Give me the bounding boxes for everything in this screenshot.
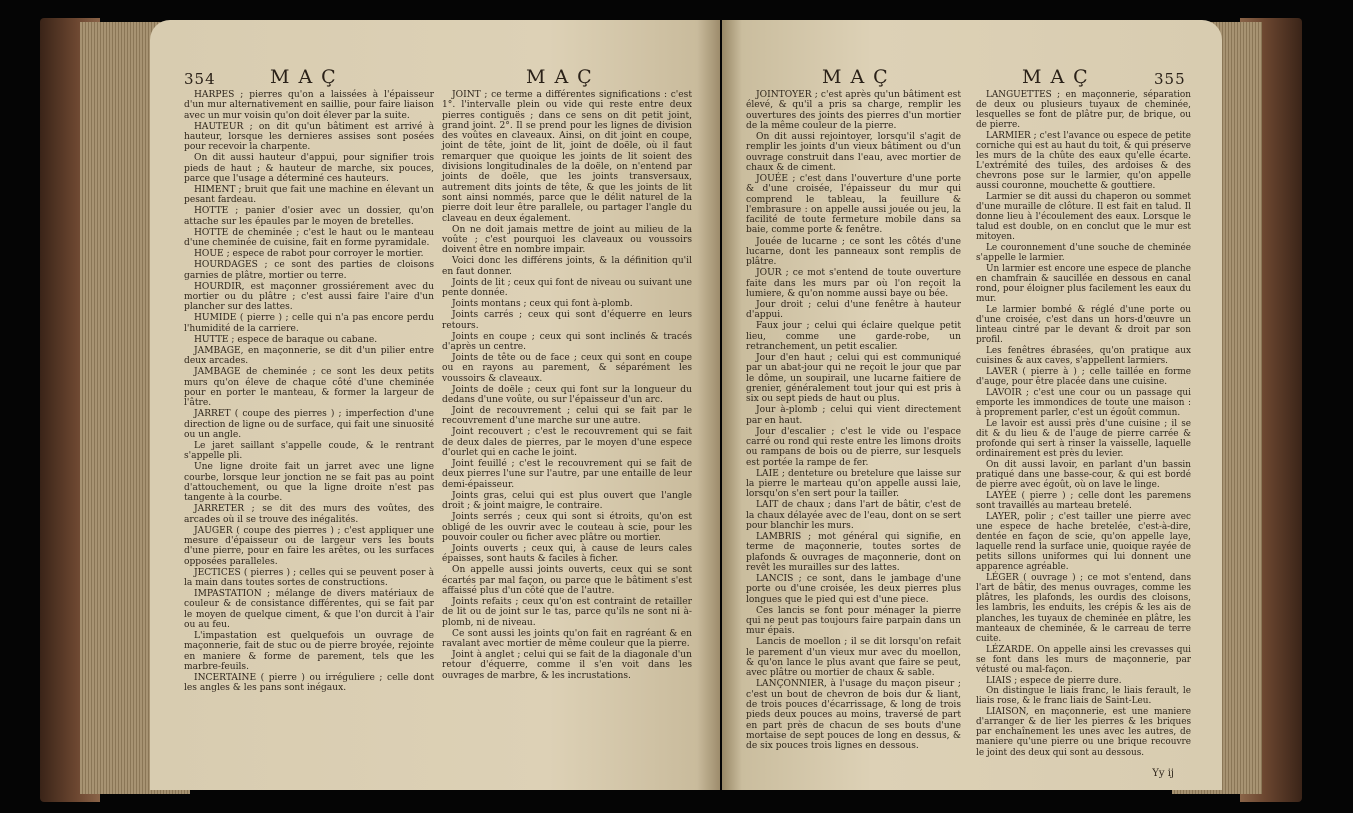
dictionary-entry: On dit aussi lavoir, en parlant d'un bassin pratiqué dans une basse-cour, & qui est bordé de pierre avec égoût, où on lave le linge.: [976, 460, 1191, 491]
dictionary-entry: Le larmier bombé & réglé d'une porte ou d'une croisée, c'est dans un hors-d'œuvre un linteau cintré par le devant & droit par son profil.: [976, 305, 1191, 346]
dictionary-entry: On ne doit jamais mettre de joint au milieu de la voûte ; c'est pourquoi les claveaux ou voussoirs doivent être en nombre impair.: [442, 224, 692, 256]
dictionary-entry: Joints de lit ; ceux qui font de niveau ou suivant une pente donnée.: [442, 277, 692, 299]
dictionary-entry: Joints refaits ; ceux qu'on est contraint de retailler de lit ou de joint sur le tas, parce qu'ils ne sont ni à-plomb, ni de niveau.: [442, 597, 692, 628]
dictionary-entry: LARMIER ; c'est l'avance ou espece de petite corniche qui est au haut du toit, & qui préserve les murs de la chûte des eaux qu'elle écarte. L'extrémité des tuiles, des ardoises & des chevrons pose sur le larmier, qu'on appelle aussi couronne, mouchette & gouttiere.: [976, 131, 1191, 192]
dictionary-entry: Jour d'escalier ; c'est le vide ou l'espace carré ou rond qui reste entre les limons droits ou rampans de bois ou de pierre, sur lesquels est portée la rampe de fer.: [746, 426, 961, 468]
dictionary-entry: HOURDIR, est maçonner grossiérement avec du mortier ou du plâtre ; c'est aussi faire l'aire d'un plancher sur des lattes.: [184, 281, 434, 313]
dictionary-entry: JAMBAGE, en maçonnerie, se dit d'un pilier entre deux arcades.: [184, 345, 434, 367]
dictionary-entry: HOURDAGES ; ce sont des parties de cloisons garnies de plâtre, mortier ou terre.: [184, 260, 434, 281]
left-page: [150, 20, 720, 790]
dictionary-entry: Ce sont aussi les joints qu'on fait en ragréant & en ravalant avec mortier de même couleur que la pierre.: [442, 628, 692, 649]
dictionary-entry: HARPES ; pierres qu'on a laissées à l'épaisseur d'un mur alternativement en saillie, pour faire liaison avec un mur voisin qu'on doit élever par la suite.: [184, 90, 434, 121]
dictionary-entry: JAMBAGE de cheminée ; ce sont les deux petits murs qu'on éleve de chaque côté d'une cheminée pour en porter le manteau, & former la largeur de l'âtre.: [184, 367, 434, 409]
dictionary-entry: Un larmier est encore une espece de planche en chamfrain & saucillée en dessous en canal rond, pour éloigner plus facilement les eaux du mur.: [976, 264, 1191, 305]
dictionary-entry: HUMIDE ( pierre ) ; celle qui n'a pas encore perdu l'humidité de la carriere.: [184, 313, 434, 334]
dictionary-entry: JECTICES ( pierres ) ; celles qui se peuvent poser à la main dans toutes sortes de constructions.: [184, 567, 434, 588]
dictionary-entry: On dit aussi rejointoyer, lorsqu'il s'agit de remplir les joints d'un vieux bâtiment ou d'un ouvrage construit dans l'eau, avec mortier de chaux & de ciment.: [746, 131, 961, 173]
dictionary-entry: JOUR ; ce mot s'entend de toute ouverture faite dans les murs par où l'on reçoit la lumiere, & qu'on nomme aussi baye ou bée.: [746, 268, 961, 299]
dictionary-entry: LANCIS ; ce sont, dans le jambage d'une porte ou d'une croisée, les deux pierres plus longues que le pied qui est d'une piece.: [746, 574, 961, 605]
open-book: [40, 12, 1302, 802]
dictionary-entry: On dit aussi hauteur d'appui, pour signifier trois pieds de haut ; & hauteur de marche, six pouces, parce que l'usage a déterminé ces hauteurs.: [184, 153, 434, 184]
dictionary-entry: JOUÉE ; c'est dans l'ouverture d'une porte & d'une croisée, l'épaisseur du mur qui comprend le tableau, la feuillure & l'embrasure : on appelle aussi jouée ou jeu, la facilité de toute fermeture mobile dans sa baie, comme porte & fenêtre.: [746, 173, 961, 236]
dictionary-entry: LANGUETTES ; en maçonnerie, séparation de deux ou plusieurs tuyaux de cheminée, lesquelles se font de plâtre pur, de brique, ou de pierre.: [976, 90, 1191, 131]
dictionary-entry: HAUTEUR ; on dit qu'un bâtiment est arrivé à hauteur, lorsque les dernieres assises sont posées pour recevoir la charpente.: [184, 121, 434, 153]
dictionary-entry: L'impastation est quelquefois un ouvrage de maçonnerie, fait de stuc ou de pierre broyée, rejointe en maniere & forme de parement, tels que les marbre-feuils.: [184, 631, 434, 672]
dictionary-entry: Joints montans ; ceux qui font à-plomb.: [452, 299, 633, 310]
dictionary-entry: Ces lancis se font pour ménager la pierre qui ne peut pas toujours faire parpain dans un mur épais.: [746, 605, 961, 637]
dictionary-entry: On distingue le liais franc, le liais ferault, le liais rose, & le franc liais de Saint-Leu.: [976, 686, 1191, 707]
dictionary-entry: Jouée de lucarne ; ce sont les côtés d'une lucarne, dont les panneaux sont remplis de plâtre.: [746, 236, 961, 268]
dictionary-entry: Jour droit ; celui d'une fenêtre à hauteur d'appui.: [746, 299, 961, 321]
dictionary-entry: HOTTE ; panier d'osier avec un dossier, qu'on attache sur les épaules par le moyen de bretelles.: [184, 206, 434, 227]
dictionary-entry: Joints serrés ; ceux qui sont si étroits, qu'on est obligé de les ouvrir avec le couteau à scie, pour les pouvoir couler ou ficher avec plâtre ou mortier.: [442, 512, 692, 543]
page-number-left: 354: [184, 70, 216, 88]
dictionary-entry: Joints ouverts ; ceux qui, à cause de leurs cales épaisses, sont hauts & faciles à ficher.: [442, 543, 692, 565]
dictionary-entry: JOINTOYER ; c'est après qu'un bâtiment est élevé, & qu'il a pris sa charge, remplir les ouvertures des joints des pierres d'un mortier de la même couleur de la pierre.: [746, 90, 961, 131]
dictionary-entry: LAYER, polir ; c'est tailler une pierre avec une espece de hache bretelée, c'est-à-dire, dentée en façon de scie, qu'on appelle laye, laquelle rend la surface unie, quoique rayée de petits sillons uniformes qui lui donnent une apparence agréable.: [976, 512, 1191, 573]
running-head-left-1: MAÇ: [270, 66, 345, 88]
dictionary-entry: Le jaret saillant s'appelle coude, & le rentrant s'appelle pli.: [184, 440, 434, 462]
dictionary-entry: LAIE ; denteture ou bretelure que laisse sur la pierre le marteau qu'on appelle aussi laie, lorsqu'on s'en sert pour la tailler.: [746, 468, 961, 500]
running-head-left-2: MAÇ: [526, 66, 601, 88]
dictionary-entry: Une ligne droite fait un jarret avec une ligne courbe, lorsque leur jonction ne se fait pas au point d'attouchement, ou que la ligne droite n'est pas tangente à la courbe.: [184, 462, 434, 504]
dictionary-entry: Le couronnement d'une souche de cheminée s'appelle le larmier.: [976, 243, 1191, 264]
dictionary-entry: HOTTE de cheminée ; c'est le haut ou le manteau d'une cheminée de cuisine, fait en forme pyramidale.: [184, 227, 434, 249]
dictionary-entry: On appelle aussi joints ouverts, ceux qui se sont écartés par mal façon, ou parce que le bâtiment s'est affaissé plus d'un côté que de l'autre.: [442, 565, 692, 596]
dictionary-entry: JARRETER ; se dit des murs des voûtes, des arcades où il se trouve des inégalités.: [184, 504, 434, 525]
right-page: [722, 20, 1222, 790]
dictionary-entry: LAIT de chaux ; dans l'art de bâtir, c'est de la chaux délayée avec de l'eau, dont on se sert pour blanchir les murs.: [746, 500, 961, 531]
dictionary-entry: LIAISON, en maçonnerie, est une maniere d'arranger & de lier les pierres & les briques par enchaînement les unes avec les autres, de maniere qu'une pierre ou une brique recouvre le joint des deux qui sont au dessous.: [976, 707, 1191, 758]
page-number-right: 355: [1154, 70, 1186, 88]
dictionary-entry: Jour d'en haut ; celui qui est communiqué par un abat-jour qui ne reçoit le jour que par le dôme, un soupirail, une lucarne faitiere de grenier, généralement tout jour qui est pris à six ou sept pieds de haut ou plus.: [746, 353, 961, 405]
dictionary-entry: LIAIS ; espece de pierre dure.: [986, 675, 1122, 686]
dictionary-entry: HUTTE ; espece de baraque ou cabane.: [194, 334, 378, 345]
dictionary-entry: LANÇONNIER, à l'usage du maçon piseur ; c'est un bout de chevron de bois dur & liant, de trois pouces d'écarrissage, & long de trois pieds deux pouces au moins, traversé de part en part près de chacun de ses bouts d'une mortaise de sept pouces de long en dessus, & de six pouces trois lignes en dessous.: [746, 679, 961, 752]
dictionary-entry: Voici donc les différens joints, & la définition qu'il en faut donner.: [442, 256, 692, 277]
dictionary-entry: Les fenêtres ébrasées, qu'on pratique aux cuisines & aux caves, s'appellent larmiers.: [976, 346, 1191, 367]
dictionary-entry: LÉZARDE. On appelle ainsi les crevasses qui se font dans les murs de maçonnerie, par vétusté ou mal-façon.: [976, 644, 1191, 675]
running-head-right-1: MAÇ: [822, 66, 897, 88]
dictionary-entry: LÉGER ( ouvrage ) ; ce mot s'entend, dans l'art de bâtir, des menus ouvrages, comme les plâtres, les plafonds, les ourdis des cloisons, les lambris, les enduits, les crépis & les ais de planches, les tuyaux de cheminée en plâtre, les manteaux de cheminée, & le carreau de terre cuite.: [976, 573, 1191, 644]
dictionary-entry: HOUE ; espece de rabot pour corroyer le mortier.: [194, 249, 424, 260]
left-column-1: [184, 90, 434, 694]
dictionary-entry: Joints de doële ; ceux qui font sur la longueur du dedans d'une voûte, ou sur l'épaisseur d'un arc.: [442, 384, 692, 405]
dictionary-entry: Joints en coupe ; ceux qui sont inclinés & tracés d'après un centre.: [442, 331, 692, 352]
dictionary-entry: Larmier se dit aussi du chaperon ou sommet d'une muraille de clôture. Il est fait en talud. Il donne lieu à l'écoulement des eaux. Lorsque le talud est double, on en conclut que le mur est mitoyen.: [976, 192, 1191, 243]
dictionary-entry: JAUGER ( coupe des pierres ) ; c'est appliquer une mesure d'épaisseur ou de largeur vers les bouts d'une pierre, pour en faire les arêtes, ou les surfaces opposées paralleles.: [184, 525, 434, 567]
running-head-right-2: MAÇ: [1022, 66, 1097, 88]
dictionary-entry: Joints gras, celui qui est plus ouvert que l'angle droit ; & joint maigre, le contraire.: [442, 490, 692, 512]
dictionary-entry: IMPASTATION ; mélange de divers matériaux de couleur & de consistance différentes, qui se fait par le moyen de quelque ciment, & que l'on durcit à l'air ou au feu.: [184, 589, 434, 630]
dictionary-entry: Lancis de moellon ; il se dit lorsqu'on refait le parement d'un vieux mur avec du moellon, & qu'on lance le plus avant que faire se peut, avec plâtre ou mortier de chaux & sable.: [746, 637, 961, 679]
dictionary-entry: JOINT ; ce terme a différentes significations : c'est 1°. l'intervalle plein ou vide qui reste entre deux pierres contiguës ; dans ce sens on dit petit joint, grand joint. 2°. Il se prend pour les lignes de division des voûtes en claveaux. Ainsi, on dit joint en coupe, joint de tête, joint de lit, joint de doële, où il faut remarquer que quoique les joints de lit soient des divisions longitudinales de la doële, on n'entend par joints de doële, que les joints transversaux, autrement dits joints de tête, & que les joints de lit sont ainsi nommés, parce que le délit naturel de la pierre doit leur être parallele, ou partager l'angle du claveau en deux également.: [442, 90, 692, 224]
right-column-2: [976, 90, 1191, 758]
dictionary-entry: INCERTAINE ( pierre ) ou irréguliere ; celle dont les angles & les pans sont inégaux.: [184, 673, 434, 694]
dictionary-entry: Faux jour ; celui qui éclaire quelque petit lieu, comme une garde-robe, un retranchement, un petit escalier.: [746, 321, 961, 352]
right-column-1: [746, 90, 961, 752]
dictionary-entry: Joint recouvert ; c'est le recouvrement qui se fait de deux dales de pierres, par le moyen d'une espece d'ourlet qui en cache le joint.: [442, 427, 692, 459]
dictionary-entry: Jour à-plomb ; celui qui vient directement par en haut.: [746, 405, 961, 426]
dictionary-entry: LAYÉE ( pierre ) ; celle dont les paremens sont travaillés au marteau bretelé.: [976, 491, 1191, 512]
dictionary-entry: LAVER ( pierre à ) ; celle taillée en forme d'auge, pour être placée dans une cuisine.: [976, 367, 1191, 388]
left-column-2: [442, 90, 692, 682]
dictionary-entry: Joint feuillé ; c'est le recouvrement qui se fait de deux pierres l'une sur l'autre, par une entaille de leur demi-épaisseur.: [442, 459, 692, 490]
dictionary-entry: JARRET ( coupe des pierres ) ; imperfection d'une direction de ligne ou de surface, qui fait une sinuosité ou un angle.: [184, 409, 434, 440]
dictionary-entry: LAMBRIS ; mot général qui signifie, en terme de maçonnerie, toutes sortes de plafonds & ouvrages de maçonnerie, dont on revêt les murailles sur des lattes.: [746, 532, 961, 573]
dictionary-entry: HIMENT ; bruit que fait une machine en élevant un pesant fardeau.: [184, 185, 434, 206]
signature-mark: Yy ij: [1152, 768, 1174, 779]
dictionary-entry: Joint de recouvrement ; celui qui se fait par le recouvrement d'une marche sur une autre.: [442, 406, 692, 427]
dictionary-entry: LAVOIR ; c'est une cour ou un passage qui emporte les immondices de toute une maison : à proprement parler, c'est un égoût commun.: [976, 388, 1191, 419]
dictionary-entry: Joints de tête ou de face ; ceux qui sont en coupe ou en rayons au parement, & séparément les voussoirs & claveaux.: [442, 353, 692, 384]
dictionary-entry: Le lavoir est aussi près d'une cuisine ; il se dit & du lieu & de l'auge de pierre carrée & profonde qui sert à rinser la vaisselle, laquelle ordinairement est près du levier.: [976, 419, 1191, 460]
dictionary-entry: Joint à anglet ; celui qui se fait de la diagonale d'un retour d'équerre, comme il s'en voit dans les ouvrages de marbre, & les incrustations.: [442, 650, 692, 681]
dictionary-entry: Joints carrés ; ceux qui sont d'équerre en leurs retours.: [442, 310, 692, 331]
